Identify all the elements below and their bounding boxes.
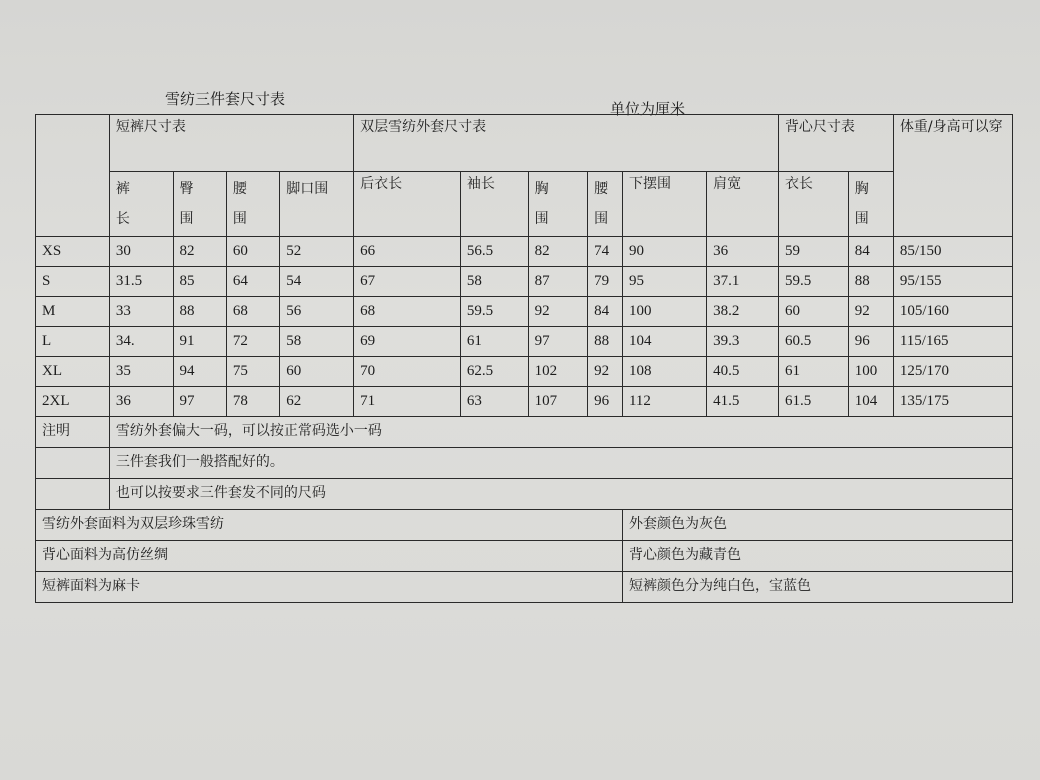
table-cell: 104: [622, 327, 706, 357]
table-cell: 59.5: [460, 297, 528, 327]
table-cell: 61.5: [778, 387, 848, 417]
table-cell: 84: [588, 297, 623, 327]
column-header: 臀围: [173, 172, 226, 237]
table-cell: 52: [280, 237, 354, 267]
table-cell: 97: [173, 387, 226, 417]
table-row: [36, 297, 1013, 327]
table-cell: 59: [778, 237, 848, 267]
section-shorts: 短裤尺寸表: [109, 115, 353, 172]
table-cell: 39.3: [707, 327, 779, 357]
table-cell: 78: [226, 387, 279, 417]
fabric-row: [36, 510, 1013, 541]
table-cell: 92: [528, 297, 588, 327]
table-cell: 74: [588, 237, 623, 267]
table-cell: 94: [173, 357, 226, 387]
size-label: XL: [36, 357, 110, 387]
table-cell: 91: [173, 327, 226, 357]
column-header-row: [36, 172, 1013, 237]
section-header-row: [36, 115, 1013, 172]
table-cell: 100: [848, 357, 893, 387]
table-cell: 104: [848, 387, 893, 417]
table-row: [36, 267, 1013, 297]
table-cell: 63: [460, 387, 528, 417]
table-cell: 92: [848, 297, 893, 327]
table-cell: 85/150: [893, 237, 1012, 267]
note-row: [36, 417, 1013, 448]
table-cell: 41.5: [707, 387, 779, 417]
column-header: 后衣长: [354, 172, 461, 237]
table-cell: 96: [588, 387, 623, 417]
notes-label: 注明: [36, 417, 110, 448]
table-cell: 34.: [109, 327, 173, 357]
table-cell: 59.5: [778, 267, 848, 297]
table-row: [36, 327, 1013, 357]
table-cell: 68: [354, 297, 461, 327]
empty-cell: [36, 448, 110, 479]
table-cell: 107: [528, 387, 588, 417]
table-row: [36, 357, 1013, 387]
table-cell: 115/165: [893, 327, 1012, 357]
column-header: 胸围: [848, 172, 893, 237]
table-cell: 68: [226, 297, 279, 327]
table-cell: 95: [622, 267, 706, 297]
table-cell: 60: [280, 357, 354, 387]
table-cell: 97: [528, 327, 588, 357]
fabric-text: 雪纺外套面料为双层珍珠雪纺: [36, 510, 623, 541]
note-text: 也可以按要求三件套发不同的尺码: [109, 479, 1012, 510]
corner-cell: [36, 115, 110, 237]
table-cell: 125/170: [893, 357, 1012, 387]
table-cell: 79: [588, 267, 623, 297]
table-cell: 60.5: [778, 327, 848, 357]
column-header: 袖长: [460, 172, 528, 237]
table-cell: 66: [354, 237, 461, 267]
unit-note: 单位为厘米: [610, 100, 686, 118]
section-jacket: 双层雪纺外套尺寸表: [354, 115, 779, 172]
table-cell: 33: [109, 297, 173, 327]
table-row: [36, 237, 1013, 267]
column-header: 衣长: [778, 172, 848, 237]
table-cell: 112: [622, 387, 706, 417]
table-cell: 95/155: [893, 267, 1012, 297]
table-cell: 36: [109, 387, 173, 417]
table-cell: 92: [588, 357, 623, 387]
table-cell: 72: [226, 327, 279, 357]
table-cell: 62.5: [460, 357, 528, 387]
table-cell: 88: [588, 327, 623, 357]
fabric-row: [36, 541, 1013, 572]
color-text: 外套颜色为灰色: [622, 510, 1012, 541]
table-cell: 37.1: [707, 267, 779, 297]
size-label: S: [36, 267, 110, 297]
note-row: [36, 479, 1013, 510]
column-header: 脚口围: [280, 172, 354, 237]
table-cell: 61: [778, 357, 848, 387]
size-rows: [36, 237, 1013, 417]
table-cell: 108: [622, 357, 706, 387]
table-cell: 30: [109, 237, 173, 267]
note-text: 三件套我们一般搭配好的。: [109, 448, 1012, 479]
section-fit: 体重/身高可以穿: [893, 115, 1012, 237]
column-header: 下摆围: [622, 172, 706, 237]
table-cell: 58: [280, 327, 354, 357]
size-label: L: [36, 327, 110, 357]
table-cell: 84: [848, 237, 893, 267]
table-cell: 56: [280, 297, 354, 327]
size-label: 2XL: [36, 387, 110, 417]
column-header: 腰围: [588, 172, 623, 237]
table-cell: 82: [173, 237, 226, 267]
table-cell: 67: [354, 267, 461, 297]
table-cell: 88: [173, 297, 226, 327]
color-text: 背心颜色为藏青色: [622, 541, 1012, 572]
fabric-row: [36, 572, 1013, 603]
table-cell: 40.5: [707, 357, 779, 387]
table-cell: 88: [848, 267, 893, 297]
column-header: 裤长: [109, 172, 173, 237]
table-cell: 35: [109, 357, 173, 387]
table-cell: 90: [622, 237, 706, 267]
page-title: 雪纺三件套尺寸表: [165, 90, 286, 108]
table-cell: 135/175: [893, 387, 1012, 417]
fabric-text: 背心面料为高仿丝绸: [36, 541, 623, 572]
fabric-text: 短裤面料为麻卡: [36, 572, 623, 603]
table-cell: 96: [848, 327, 893, 357]
table-cell: 85: [173, 267, 226, 297]
table-cell: 60: [778, 297, 848, 327]
table-cell: 71: [354, 387, 461, 417]
table-cell: 58: [460, 267, 528, 297]
column-header: 腰围: [226, 172, 279, 237]
table-cell: 62: [280, 387, 354, 417]
size-label: XS: [36, 237, 110, 267]
section-vest: 背心尺寸表: [778, 115, 893, 172]
size-table: [35, 114, 1013, 603]
note-text: 雪纺外套偏大一码，可以按正常码选小一码: [109, 417, 1012, 448]
size-label: M: [36, 297, 110, 327]
table-cell: 69: [354, 327, 461, 357]
table-cell: 102: [528, 357, 588, 387]
table-cell: 70: [354, 357, 461, 387]
table-cell: 56.5: [460, 237, 528, 267]
table-cell: 75: [226, 357, 279, 387]
table-row: [36, 387, 1013, 417]
table-cell: 36: [707, 237, 779, 267]
note-row: [36, 448, 1013, 479]
column-header: 肩宽: [707, 172, 779, 237]
table-cell: 82: [528, 237, 588, 267]
table-cell: 87: [528, 267, 588, 297]
table-cell: 38.2: [707, 297, 779, 327]
table-cell: 61: [460, 327, 528, 357]
table-cell: 60: [226, 237, 279, 267]
table-cell: 100: [622, 297, 706, 327]
empty-cell: [36, 479, 110, 510]
table-cell: 31.5: [109, 267, 173, 297]
table-cell: 64: [226, 267, 279, 297]
table-cell: 54: [280, 267, 354, 297]
table-cell: 105/160: [893, 297, 1012, 327]
column-header: 胸围: [528, 172, 588, 237]
color-text: 短裤颜色分为纯白色，宝蓝色: [622, 572, 1012, 603]
